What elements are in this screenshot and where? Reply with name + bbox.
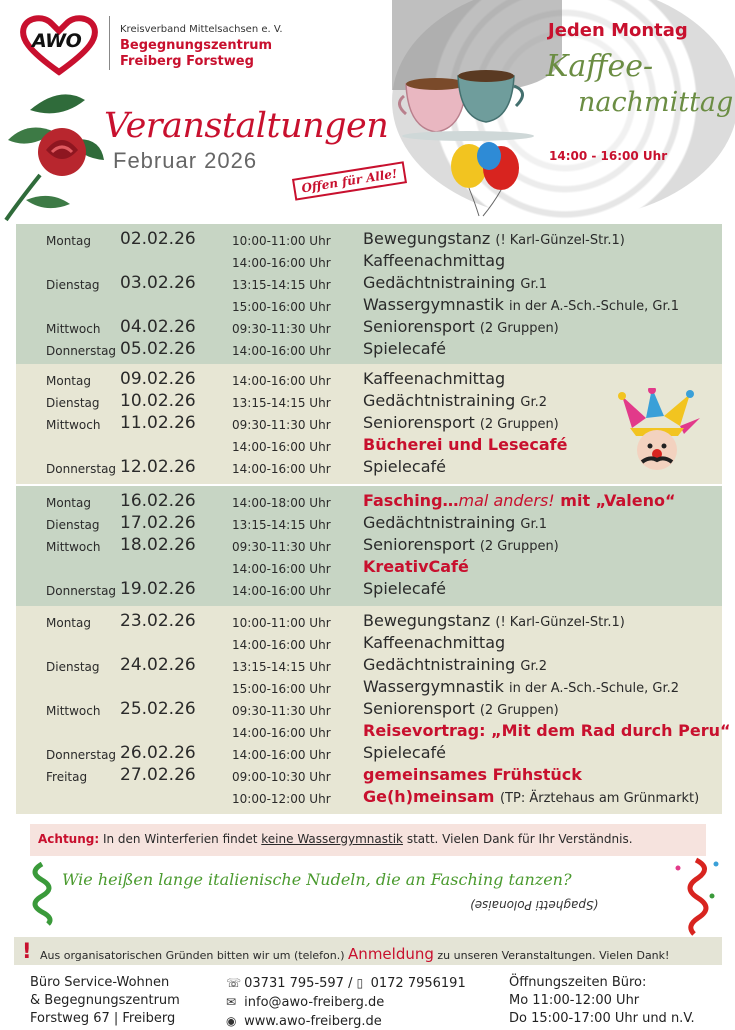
- event-time: 14:00-16:00 Uhr: [232, 726, 331, 740]
- event-note: (2 Gruppen): [479, 321, 559, 336]
- event-row: [16, 578, 722, 600]
- event-time: 14:00-16:00 Uhr: [232, 374, 331, 388]
- event-name: Gedächtnistraining: [363, 391, 516, 410]
- org-name-line-1: Begegnungszentrum: [120, 38, 273, 53]
- every-monday-heading: Jeden Montag: [548, 20, 688, 41]
- event-row: [16, 338, 722, 360]
- mail-icon: ✉: [226, 995, 237, 1009]
- event-title: [363, 721, 730, 740]
- holiday-notice: [30, 824, 706, 856]
- event-day: Montag: [46, 616, 91, 630]
- event-date: 17.02.26: [120, 513, 196, 533]
- event-note: Gr.2: [520, 395, 548, 410]
- event-note: Gr.1: [520, 277, 548, 292]
- header: [0, 0, 735, 222]
- event-title: [363, 273, 547, 292]
- event-day: Montag: [46, 234, 91, 248]
- event-day: Montag: [46, 496, 91, 510]
- event-row: [16, 228, 722, 250]
- phone-icon: ☏: [226, 976, 242, 990]
- event-time: 09:00-10:30 Uhr: [232, 770, 331, 784]
- hours-title: Öffnungszeiten Büro:: [509, 975, 647, 990]
- event-time: 10:00-11:00 Uhr: [232, 616, 331, 630]
- event-time: 14:00-16:00 Uhr: [232, 562, 331, 576]
- email-row: [226, 993, 466, 1012]
- week-block: [16, 486, 722, 606]
- event-time: 14:00-16:00 Uhr: [232, 584, 331, 598]
- org-line: Kreisverband Mittelsachsen e. V.: [120, 24, 283, 35]
- address-line-2: & Begegnungszentrum: [30, 993, 180, 1008]
- open-for-all-stamp: Offen für Alle!: [292, 161, 407, 200]
- event-day: Dienstag: [46, 396, 100, 410]
- jester-icon: [612, 388, 702, 473]
- event-name: Seniorensport: [363, 413, 475, 432]
- event-name: Wassergymnastik: [363, 677, 504, 696]
- kaffee-title-line-1: Kaffee-: [546, 49, 654, 84]
- event-time: 14:00-16:00 Uhr: [232, 748, 331, 762]
- event-time: 13:15-14:15 Uhr: [232, 278, 331, 292]
- event-name: Spielecafé: [363, 339, 446, 358]
- event-name: Seniorensport: [363, 535, 475, 554]
- riddle-question: Wie heißen lange italienische Nudeln, die an Fasching tanzen?: [62, 870, 572, 889]
- notice-text-2: statt. Vielen Dank für Ihr Verständnis.: [403, 832, 633, 846]
- globe-icon: ◉: [226, 1014, 237, 1028]
- event-note: Gr.2: [520, 659, 548, 674]
- event-date: 24.02.26: [120, 655, 196, 675]
- event-row: [16, 720, 731, 742]
- month-subtitle: Februar 2026: [113, 148, 258, 173]
- event-date: 23.02.26: [120, 611, 196, 631]
- event-name: Wassergymnastik: [363, 295, 504, 314]
- event-row: [16, 294, 722, 316]
- event-date: 02.02.26: [120, 229, 196, 249]
- event-time: 13:15-14:15 Uhr: [232, 396, 331, 410]
- event-note: Gr.1: [520, 517, 548, 532]
- event-title: [363, 229, 625, 248]
- event-title: [363, 491, 676, 510]
- streamer-icon: [24, 862, 60, 926]
- event-row: [16, 316, 722, 338]
- event-name: Bewegungstanz: [363, 229, 491, 248]
- event-name: Seniorensport: [363, 317, 475, 336]
- event-date: 05.02.26: [120, 339, 196, 359]
- event-name-tail: mit „Valeno“: [554, 491, 676, 510]
- event-title: [363, 765, 582, 784]
- footer-address: [30, 974, 180, 1028]
- event-name: Kaffeenachmittag: [363, 251, 506, 270]
- phone-separator: /: [343, 976, 357, 991]
- event-time: 09:30-11:30 Uhr: [232, 540, 331, 554]
- event-name: Ge(h)meinsam: [363, 787, 495, 806]
- event-day: Donnerstag: [46, 584, 117, 598]
- event-title: [363, 611, 625, 630]
- event-time: 15:00-16:00 Uhr: [232, 300, 331, 314]
- event-title: [363, 369, 505, 388]
- notice-label: Achtung:: [38, 832, 100, 846]
- web-row: [226, 1012, 466, 1030]
- page-title: Veranstaltungen: [104, 106, 389, 146]
- event-date: 10.02.26: [120, 391, 196, 411]
- rose-icon: [0, 80, 110, 225]
- event-title: [363, 787, 699, 806]
- event-day: Montag: [46, 374, 91, 388]
- registration-highlight: Anmeldung: [348, 945, 434, 963]
- event-row: [16, 368, 722, 390]
- event-day: Mittwoch: [46, 322, 101, 336]
- event-name: Kaffeenachmittag: [363, 633, 506, 652]
- event-title: [363, 677, 679, 696]
- footer-contact: [226, 974, 466, 1030]
- event-name: Spielecafé: [363, 579, 446, 598]
- event-title: [363, 699, 559, 718]
- event-row: [16, 764, 722, 786]
- event-note: (2 Gruppen): [479, 539, 559, 554]
- event-name: Kaffeenachmittag: [363, 369, 506, 388]
- event-name: Reisevortrag: „Mit dem Rad durch Peru“: [363, 721, 731, 740]
- event-name: Gedächtnistraining: [363, 513, 516, 532]
- event-time: 14:00-16:00 Uhr: [232, 638, 331, 652]
- event-time: 14:00-18:00 Uhr: [232, 496, 331, 510]
- event-title: [363, 535, 559, 554]
- event-day: Dienstag: [46, 518, 100, 532]
- event-time: 15:00-16:00 Uhr: [232, 682, 331, 696]
- logo-wordmark: AWO: [32, 30, 82, 52]
- registration-text: [40, 945, 669, 963]
- event-date: 09.02.26: [120, 369, 196, 389]
- week-block: [16, 606, 731, 814]
- event-row: [16, 676, 722, 698]
- event-title: [363, 457, 446, 476]
- event-row: [16, 786, 722, 808]
- event-title: [363, 513, 547, 532]
- riddle-answer: (Spaghetti Polonaise): [470, 898, 599, 912]
- event-day: Donnerstag: [46, 462, 117, 476]
- event-date: 27.02.26: [120, 765, 196, 785]
- event-time: 14:00-16:00 Uhr: [232, 462, 331, 476]
- event-row: [16, 556, 722, 578]
- event-day: Freitag: [46, 770, 88, 784]
- event-row: [16, 610, 722, 632]
- event-note: (TP: Ärztehaus am Grünmarkt): [499, 791, 700, 806]
- event-time: 09:30-11:30 Uhr: [232, 322, 331, 336]
- event-note: (2 Gruppen): [479, 417, 559, 432]
- event-title: [363, 743, 446, 762]
- event-name: Bewegungstanz: [363, 611, 491, 630]
- event-note: in der A.-Sch.-Schule, Gr.1: [508, 299, 680, 314]
- event-date: 11.02.26: [120, 413, 196, 433]
- event-title: [363, 317, 559, 336]
- event-day: Dienstag: [46, 660, 100, 674]
- week-block: [16, 224, 722, 366]
- event-name: Bücherei und Lesecafé: [363, 435, 568, 454]
- balloons-icon: [445, 138, 525, 218]
- event-name: gemeinsames Frühstück: [363, 765, 582, 784]
- event-time: 13:15-14:15 Uhr: [232, 518, 331, 532]
- footer-hours: [509, 974, 695, 1028]
- event-time: 10:00-12:00 Uhr: [232, 792, 331, 806]
- mobile-number[interactable]: 0172 7956191: [370, 976, 466, 991]
- event-date: 04.02.26: [120, 317, 196, 337]
- exclamation-icon: !: [22, 939, 32, 963]
- event-date: 12.02.26: [120, 457, 196, 477]
- event-row: [16, 534, 722, 556]
- event-day: Mittwoch: [46, 540, 101, 554]
- event-title: [363, 655, 547, 674]
- event-note: (! Karl-Günzel-Str.1): [495, 615, 625, 630]
- event-row: [16, 654, 722, 676]
- event-note: (2 Gruppen): [479, 703, 559, 718]
- event-day: Mittwoch: [46, 704, 101, 718]
- event-row: [16, 742, 722, 764]
- event-day: Donnerstag: [46, 344, 117, 358]
- coffee-cups-icon: [398, 62, 538, 142]
- event-name: Seniorensport: [363, 699, 475, 718]
- notice-underlined: keine Wassergymnastik: [261, 832, 403, 846]
- address-line-3: Forstweg 67 | Freiberg: [30, 1011, 176, 1026]
- event-title: [363, 339, 446, 358]
- event-name: KreativCafé: [363, 557, 469, 576]
- event-title: [363, 435, 567, 454]
- event-title: [363, 557, 469, 576]
- event-name: Gedächtnistraining: [363, 273, 516, 292]
- event-title: [363, 633, 505, 652]
- event-title: [363, 579, 446, 598]
- notice-text: [38, 832, 633, 846]
- event-day: Mittwoch: [46, 418, 101, 432]
- hours-line-1: Mo 11:00-12:00 Uhr: [509, 993, 640, 1008]
- event-title: [363, 391, 547, 410]
- event-day: Dienstag: [46, 278, 100, 292]
- event-name: Gedächtnistraining: [363, 655, 516, 674]
- event-date: 18.02.26: [120, 535, 196, 555]
- event-time: 10:00-11:00 Uhr: [232, 234, 331, 248]
- hours-line-2: Do 15:00-17:00 Uhr und n.V.: [509, 1011, 695, 1026]
- event-row: [16, 632, 722, 654]
- event-name: Spielecafé: [363, 457, 446, 476]
- web-link[interactable]: www.awo-freiberg.de: [244, 1014, 382, 1029]
- event-time: 09:30-11:30 Uhr: [232, 418, 331, 432]
- event-name: Spielecafé: [363, 743, 446, 762]
- event-row: [16, 272, 722, 294]
- event-title: [363, 251, 505, 270]
- email-link[interactable]: info@awo-freiberg.de: [244, 995, 385, 1010]
- event-note: in der A.-Sch.-Schule, Gr.2: [508, 681, 680, 696]
- event-title: [363, 413, 559, 432]
- event-date: 16.02.26: [120, 491, 196, 511]
- kaffee-time: 14:00 - 16:00 Uhr: [549, 149, 668, 163]
- event-time: 14:00-16:00 Uhr: [232, 256, 331, 270]
- registration-text-1: Aus organisatorischen Gründen bitten wir um (telefon.): [40, 949, 349, 962]
- notice-text-1: In den Winterferien findet: [99, 832, 262, 846]
- event-name-italic: mal anders!: [458, 491, 555, 510]
- event-row: [16, 250, 722, 272]
- event-date: 25.02.26: [120, 699, 196, 719]
- event-note: (! Karl-Günzel-Str.1): [495, 233, 625, 248]
- event-date: 26.02.26: [120, 743, 196, 763]
- registration-text-2: zu unseren Veranstaltungen. Vielen Dank!: [433, 949, 670, 962]
- event-date: 03.02.26: [120, 273, 196, 293]
- event-day: Donnerstag: [46, 748, 117, 762]
- event-row: [16, 698, 722, 720]
- streamer-icon: [672, 856, 722, 936]
- event-title: [363, 295, 679, 314]
- divider: [109, 16, 110, 70]
- address-line-1: Büro Service-Wohnen: [30, 975, 170, 990]
- org-name-line-2: Freiberg Forstweg: [120, 54, 254, 69]
- event-row: [16, 512, 722, 534]
- phone-number[interactable]: 03731 795-597: [244, 976, 344, 991]
- event-time: 14:00-16:00 Uhr: [232, 344, 331, 358]
- kaffee-title-line-2: nachmittag: [578, 87, 734, 118]
- event-time: 14:00-16:00 Uhr: [232, 440, 331, 454]
- phone-row: [226, 974, 466, 993]
- event-date: 19.02.26: [120, 579, 196, 599]
- event-time: 13:15-14:15 Uhr: [232, 660, 331, 674]
- event-time: 09:30-11:30 Uhr: [232, 704, 331, 718]
- mobile-icon: ▯: [356, 976, 364, 990]
- event-row: [16, 490, 722, 512]
- event-name: Fasching…: [363, 491, 459, 510]
- registration-notice: [14, 937, 722, 965]
